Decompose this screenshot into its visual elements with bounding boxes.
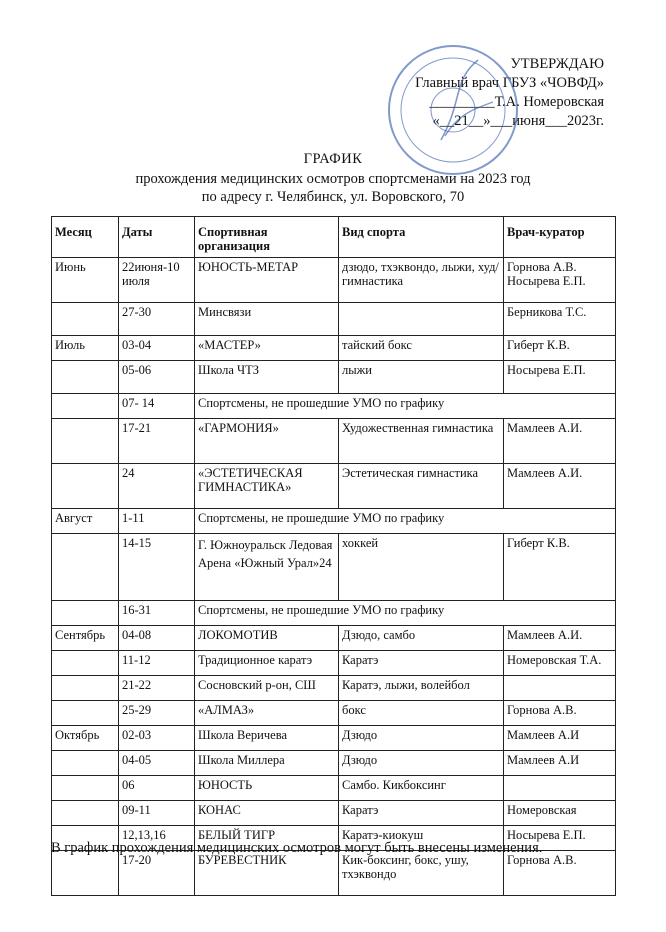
cell-doctor: Горнова А.В. bbox=[504, 851, 616, 896]
table-row bbox=[52, 726, 616, 751]
cell-organization: Школа Веричева bbox=[195, 726, 339, 751]
cell-month bbox=[52, 751, 119, 776]
cell-sport: Кик-боксинг, бокс, ушу, тхэквондо bbox=[339, 851, 504, 896]
cell-sport: Каратэ-киокуш bbox=[339, 826, 504, 851]
cell-dates: 21-22 bbox=[119, 676, 195, 701]
cell-dates: 16-31 bbox=[119, 601, 195, 626]
cell-doctor: Мамлеев А.И. bbox=[504, 419, 616, 464]
cell-sport: Дзюдо, самбо bbox=[339, 626, 504, 651]
table-row bbox=[52, 258, 616, 303]
cell-organization: «МАСТЕР» bbox=[195, 336, 339, 361]
header-dates: Даты bbox=[119, 217, 195, 258]
document-subtitle-1: прохождения медицинских осмотров спортсменами на 2023 год bbox=[135, 171, 531, 187]
cell-sport: дзюдо, тхэквондо, лыжи, худ/гимнастика bbox=[339, 258, 504, 303]
approval-block bbox=[415, 55, 604, 131]
cell-sport: Каратэ bbox=[339, 651, 504, 676]
cell-doctor: Мамлеев А.И bbox=[504, 726, 616, 751]
table-row bbox=[52, 419, 616, 464]
cell-sport: Каратэ, лыжи, волейбол bbox=[339, 676, 504, 701]
table-row bbox=[52, 626, 616, 651]
cell-organization: ЛОКОМОТИВ bbox=[195, 626, 339, 651]
cell-doctor: Мамлеев А.И. bbox=[504, 464, 616, 509]
cell-month bbox=[52, 303, 119, 336]
header-doctor: Врач-куратор bbox=[504, 217, 616, 258]
table-row bbox=[52, 801, 616, 826]
approval-line-3: _________Т.А. Номеровская bbox=[429, 94, 604, 110]
table-row bbox=[52, 651, 616, 676]
cell-organization: «ЭСТЕТИЧЕСКАЯ ГИМНАСТИКА» bbox=[195, 464, 339, 509]
cell-sport: Художественная гимнастика bbox=[339, 419, 504, 464]
table-row bbox=[52, 361, 616, 394]
cell-dates: 11-12 bbox=[119, 651, 195, 676]
document-subtitle-2: по адресу г. Челябинск, ул. Воровского, 70 bbox=[201, 189, 465, 205]
approval-line-4: «__21__»___июня___2023г. bbox=[432, 113, 604, 129]
cell-dates: 05-06 bbox=[119, 361, 195, 394]
cell-month: Сентябрь bbox=[52, 626, 119, 651]
cell-dates: 02-03 bbox=[119, 726, 195, 751]
cell-doctor bbox=[504, 676, 616, 701]
approval-line-2: Главный врач ГБУЗ «ЧОВФД» bbox=[415, 75, 604, 91]
table-row bbox=[52, 751, 616, 776]
cell-doctor: Мамлеев А.И. bbox=[504, 626, 616, 651]
cell-doctor bbox=[504, 776, 616, 801]
cell-sport: Каратэ bbox=[339, 801, 504, 826]
footer-note: В график прохождения медицинских осмотров могут быть внесены изменения. bbox=[51, 840, 543, 856]
cell-month bbox=[52, 394, 119, 419]
cell-month bbox=[52, 851, 119, 896]
document-title: ГРАФИК bbox=[303, 151, 363, 167]
cell-sport: лыжи bbox=[339, 361, 504, 394]
cell-dates: 07- 14 bbox=[119, 394, 195, 419]
header-sport: Вид спорта bbox=[339, 217, 504, 258]
table-row bbox=[52, 303, 616, 336]
cell-month bbox=[52, 676, 119, 701]
header-organization: Спортивная организация bbox=[195, 217, 339, 258]
cell-dates: 03-04 bbox=[119, 336, 195, 361]
cell-organization: БУРЕВЕСТНИК bbox=[195, 851, 339, 896]
cell-doctor: Носырева Е.П. bbox=[504, 361, 616, 394]
table-row bbox=[52, 776, 616, 801]
table-row bbox=[52, 464, 616, 509]
cell-organization: Сосновский р-он, СШ bbox=[195, 676, 339, 701]
cell-organization: Школа Миллера bbox=[195, 751, 339, 776]
cell-month bbox=[52, 651, 119, 676]
cell-doctor: Берникова Т.С. bbox=[504, 303, 616, 336]
cell-month: Июль bbox=[52, 336, 119, 361]
cell-sport bbox=[339, 303, 504, 336]
table-row bbox=[52, 676, 616, 701]
cell-doctor: Номеровская Т.А. bbox=[504, 651, 616, 676]
cell-dates: 06 bbox=[119, 776, 195, 801]
cell-dates: 17-21 bbox=[119, 419, 195, 464]
table-header-row bbox=[52, 217, 616, 258]
cell-dates: 1-11 bbox=[119, 509, 195, 534]
cell-organization: Г. Южноуральск Ледовая Арена «Южный Урал»24 bbox=[195, 534, 339, 601]
cell-organization: «АЛМАЗ» bbox=[195, 701, 339, 726]
cell-doctor: Горнова А.В. Носырева Е.П. bbox=[504, 258, 616, 303]
cell-sport: Самбо. Кикбоксинг bbox=[339, 776, 504, 801]
cell-dates: 24 bbox=[119, 464, 195, 509]
cell-month: Июнь bbox=[52, 258, 119, 303]
cell-dates: 17-20 bbox=[119, 851, 195, 896]
cell-doctor: Носырева Е.П. bbox=[504, 826, 616, 851]
cell-sport: Дзюдо bbox=[339, 726, 504, 751]
cell-month bbox=[52, 776, 119, 801]
table-row bbox=[52, 534, 616, 601]
cell-dates: 12,13,16 bbox=[119, 826, 195, 851]
cell-month bbox=[52, 419, 119, 464]
cell-month bbox=[52, 464, 119, 509]
cell-month bbox=[52, 801, 119, 826]
approval-line-1: УТВЕРЖДАЮ bbox=[510, 56, 604, 72]
cell-month bbox=[52, 601, 119, 626]
cell-organization: Школа ЧТЗ bbox=[195, 361, 339, 394]
cell-doctor: Гиберт К.В. bbox=[504, 336, 616, 361]
cell-doctor: Номеровская bbox=[504, 801, 616, 826]
cell-doctor: Гиберт К.В. bbox=[504, 534, 616, 601]
cell-organization: «ГАРМОНИЯ» bbox=[195, 419, 339, 464]
cell-dates: 09-11 bbox=[119, 801, 195, 826]
cell-dates: 25-29 bbox=[119, 701, 195, 726]
cell-dates: 04-08 bbox=[119, 626, 195, 651]
cell-month: Октябрь bbox=[52, 726, 119, 751]
header-month: Месяц bbox=[52, 217, 119, 258]
cell-span-note: Спортсмены, не прошедшие УМО по графику bbox=[195, 601, 616, 626]
cell-month bbox=[52, 361, 119, 394]
cell-month bbox=[52, 701, 119, 726]
cell-organization: ЮНОСТЬ bbox=[195, 776, 339, 801]
cell-organization: ЮНОСТЬ-МЕТАР bbox=[195, 258, 339, 303]
table-row bbox=[52, 851, 616, 896]
cell-organization: КОНАС bbox=[195, 801, 339, 826]
cell-month bbox=[52, 534, 119, 601]
cell-sport: бокс bbox=[339, 701, 504, 726]
table-row bbox=[52, 336, 616, 361]
cell-sport: тайский бокс bbox=[339, 336, 504, 361]
cell-dates: 14-15 bbox=[119, 534, 195, 601]
cell-dates: 22июня-10 июля bbox=[119, 258, 195, 303]
cell-organization: Традиционное каратэ bbox=[195, 651, 339, 676]
cell-dates: 27-30 bbox=[119, 303, 195, 336]
table-row bbox=[52, 394, 616, 419]
table-row bbox=[52, 701, 616, 726]
cell-span-note: Спортсмены, не прошедшие УМО по графику bbox=[195, 509, 616, 534]
cell-doctor: Горнова А.В. bbox=[504, 701, 616, 726]
table-row bbox=[52, 509, 616, 534]
cell-month: Август bbox=[52, 509, 119, 534]
cell-organization: БЕЛЫЙ ТИГР bbox=[195, 826, 339, 851]
cell-doctor: Мамлеев А.И bbox=[504, 751, 616, 776]
cell-sport: Эстетическая гимнастика bbox=[339, 464, 504, 509]
cell-sport: хоккей bbox=[339, 534, 504, 601]
cell-sport: Дзюдо bbox=[339, 751, 504, 776]
cell-dates: 04-05 bbox=[119, 751, 195, 776]
schedule-table bbox=[51, 216, 616, 896]
table-row bbox=[52, 601, 616, 626]
cell-organization: Минсвязи bbox=[195, 303, 339, 336]
cell-span-note: Спортсмены, не прошедшие УМО по графику bbox=[195, 394, 616, 419]
